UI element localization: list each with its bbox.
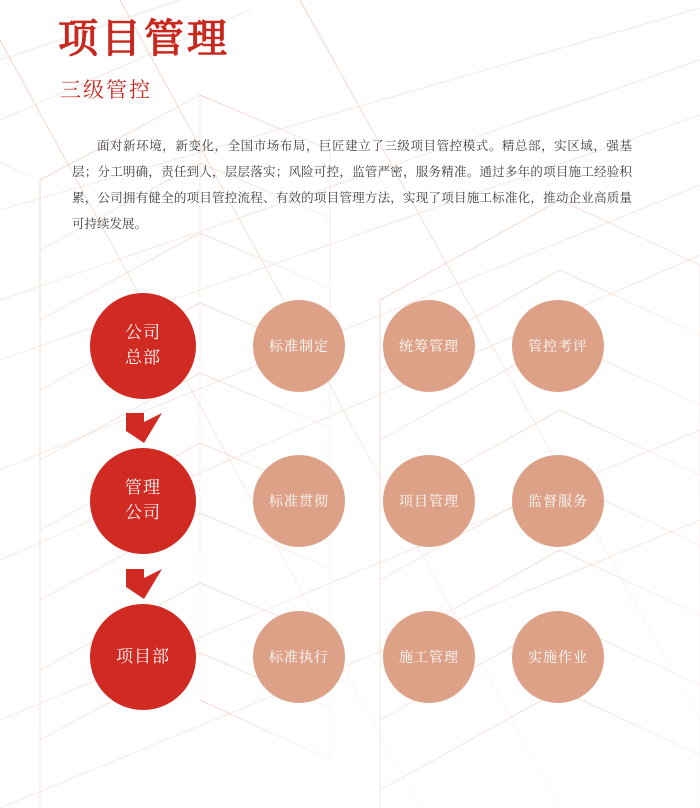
page-header	[58, 14, 230, 104]
diagram-row-management-company	[0, 441, 700, 561]
page-title: 项目管理	[58, 16, 230, 62]
item-circle-supervision-service[interactable]: 监督服务	[512, 455, 604, 547]
chevron-down-icon	[126, 413, 162, 443]
item-circle-project-management[interactable]: 项目管理	[383, 455, 475, 547]
level-circle-company-hq[interactable]	[90, 293, 196, 399]
item-circle-standard-execution[interactable]: 标准执行	[253, 611, 345, 703]
page-subtitle: 三级管控	[60, 78, 152, 102]
level-label-line-2: 公司	[125, 503, 161, 523]
level-label-line-1: 公司	[125, 323, 161, 344]
item-circle-overall-management[interactable]: 统筹管理	[383, 300, 475, 392]
level-circle-project-department[interactable]	[90, 604, 196, 710]
item-circle-standard-setting[interactable]: 标准制定	[253, 300, 345, 392]
chevron-down-icon	[126, 569, 162, 599]
item-circle-standard-implementation[interactable]: 标准贯彻	[253, 455, 345, 547]
level-circle-management-company[interactable]	[90, 448, 196, 554]
level-label-line-2: 总部	[125, 348, 161, 368]
item-circle-implementation-work[interactable]: 实施作业	[512, 611, 604, 703]
item-circle-control-assessment[interactable]: 管控考评	[512, 300, 604, 392]
level-label-line-1: 管理	[125, 478, 161, 499]
diagram-row-company-hq	[0, 286, 700, 406]
item-circle-construction-management[interactable]: 施工管理	[383, 611, 475, 703]
level-label-line-1: 项目部	[116, 646, 170, 667]
intro-paragraph: 面对新环境，新变化，全国市场布局，巨匠建立了三级项目管控模式。精总部，实区域，强基层；分工明确，责任到人，层层落实；风险可控，监管严密，服务精准。通过多年的项目施工经验积累，公司拥有健全的项目管控流程、有效的项目管理方法，实现了项目施工标准化，推动企业高质量可持续发展。	[72, 137, 632, 232]
three-level-control-diagram	[0, 286, 700, 716]
diagram-row-project-department	[0, 597, 700, 717]
